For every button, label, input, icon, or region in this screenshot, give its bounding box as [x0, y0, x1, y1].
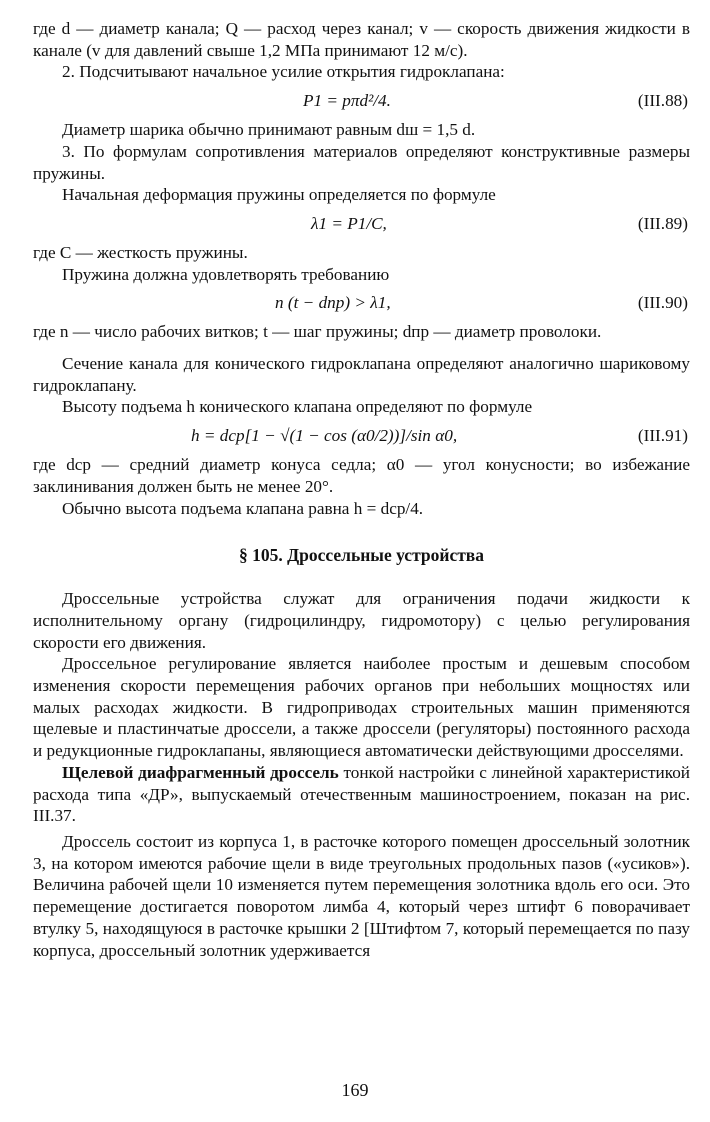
paragraph: Дроссельное регулирование является наиболее простым и дешевым способом изменения скорости перемещения рабочих органов при небольших мощностях или малых расходах жидкости. В гидроприводах строительных машин применяются щелевые и пластинчатые дроссели, а также дроссели (регуляторы) постоянного расхода и редукционные гидроклапаны, являющиеся автоматически действующими дросселями. [33, 654, 690, 761]
section-heading [33, 545, 690, 566]
formula-iii-88 [33, 83, 690, 119]
paragraph: 2. Подсчитывают начальное усилие открытия гидроклапана: [62, 62, 505, 82]
formula-number: (III.89) [637, 213, 688, 233]
formula-expression: h = dср[1 − √(1 − cos (α0/2))]/sin α0, [191, 426, 458, 446]
paragraph: Пружина должна удовлетворять требованию [62, 264, 390, 284]
paragraph [33, 762, 690, 827]
formula-expression: P1 = pπd²/4. [303, 91, 391, 111]
formula-expression: n (t − dпр) > λ1, [275, 293, 391, 313]
formula-number: (III.88) [637, 91, 688, 111]
paragraph: 3. По формулам сопротивления материалов определяют конструктивные размеры пружины. [33, 141, 690, 183]
page-number: 169 [341, 1080, 369, 1100]
section-title: Дроссельные устройства [287, 545, 485, 566]
paragraph: Диаметр шарика обычно принимают равным dш = 1,5 d. [62, 120, 476, 140]
formula-expression: λ1 = P1/C, [311, 213, 387, 233]
paragraph: где d — диаметр канала; Q — расход через канал; v — скорость движения жидкости в канале (v для давлений свыше 1,2 МПа принимают 12 м/с). [33, 19, 690, 60]
formula-iii-90 [33, 285, 690, 321]
paragraph: Сечение канала для конического гидроклапана определяют аналогично шариковому гидроклапану. [33, 354, 690, 395]
paragraph: Дроссельные устройства служат для ограничения подачи жидкости к исполнительному органу (гидроцилиндру, гидромотору) с целью регулирования скорости его движения. [33, 589, 690, 652]
formula-iii-89 [33, 206, 690, 242]
page-text [33, 18, 690, 961]
formula-iii-91 [33, 418, 690, 454]
paragraph: Дроссель состоит из корпуса 1, в расточке которого помещен дроссельный золотник 3, на котором имеются рабочие щели в виде треугольных продольных пазов («усиков»). Величина рабочей щели 10 изменяется путем перемещения золотника вдоль его оси. Это перемещение достигается поворотом лимба 4, который через штифт 6 поворачивает втулку 5, находящуюся в расточке крышки 2 [Штифтом 7, который перемещается по пазу корпуса, дроссельный золотник удерживается [33, 831, 690, 960]
paragraph: где n — число рабочих витков; t — шаг пружины; dпр — диаметр проволоки. [33, 322, 602, 342]
paragraph: где C — жесткость пружины. [33, 242, 248, 262]
formula-number: (III.90) [637, 293, 688, 313]
paragraph: Обычно высота подъема клапана равна h = dср/4. [62, 498, 424, 518]
bold-term: Щелевой диафрагменный дроссель [62, 762, 339, 782]
section-number: § 105. [238, 545, 283, 566]
paragraph: Высоту подъема h конического клапана определяют по формуле [62, 397, 533, 417]
formula-number: (III.91) [637, 426, 688, 446]
paragraph-text: тонкой настройки с линейной характеристикой расхода типа «ДР», выпускаемый отечественным машиностроением, показан на рис. III.37. [33, 762, 690, 826]
paragraph: где dср — средний диаметр конуса седла; α0 — угол конусности; во избежание заклинивания должен быть не менее 20°. [33, 455, 690, 496]
paragraph: Начальная деформация пружины определяется по формуле [62, 185, 496, 205]
